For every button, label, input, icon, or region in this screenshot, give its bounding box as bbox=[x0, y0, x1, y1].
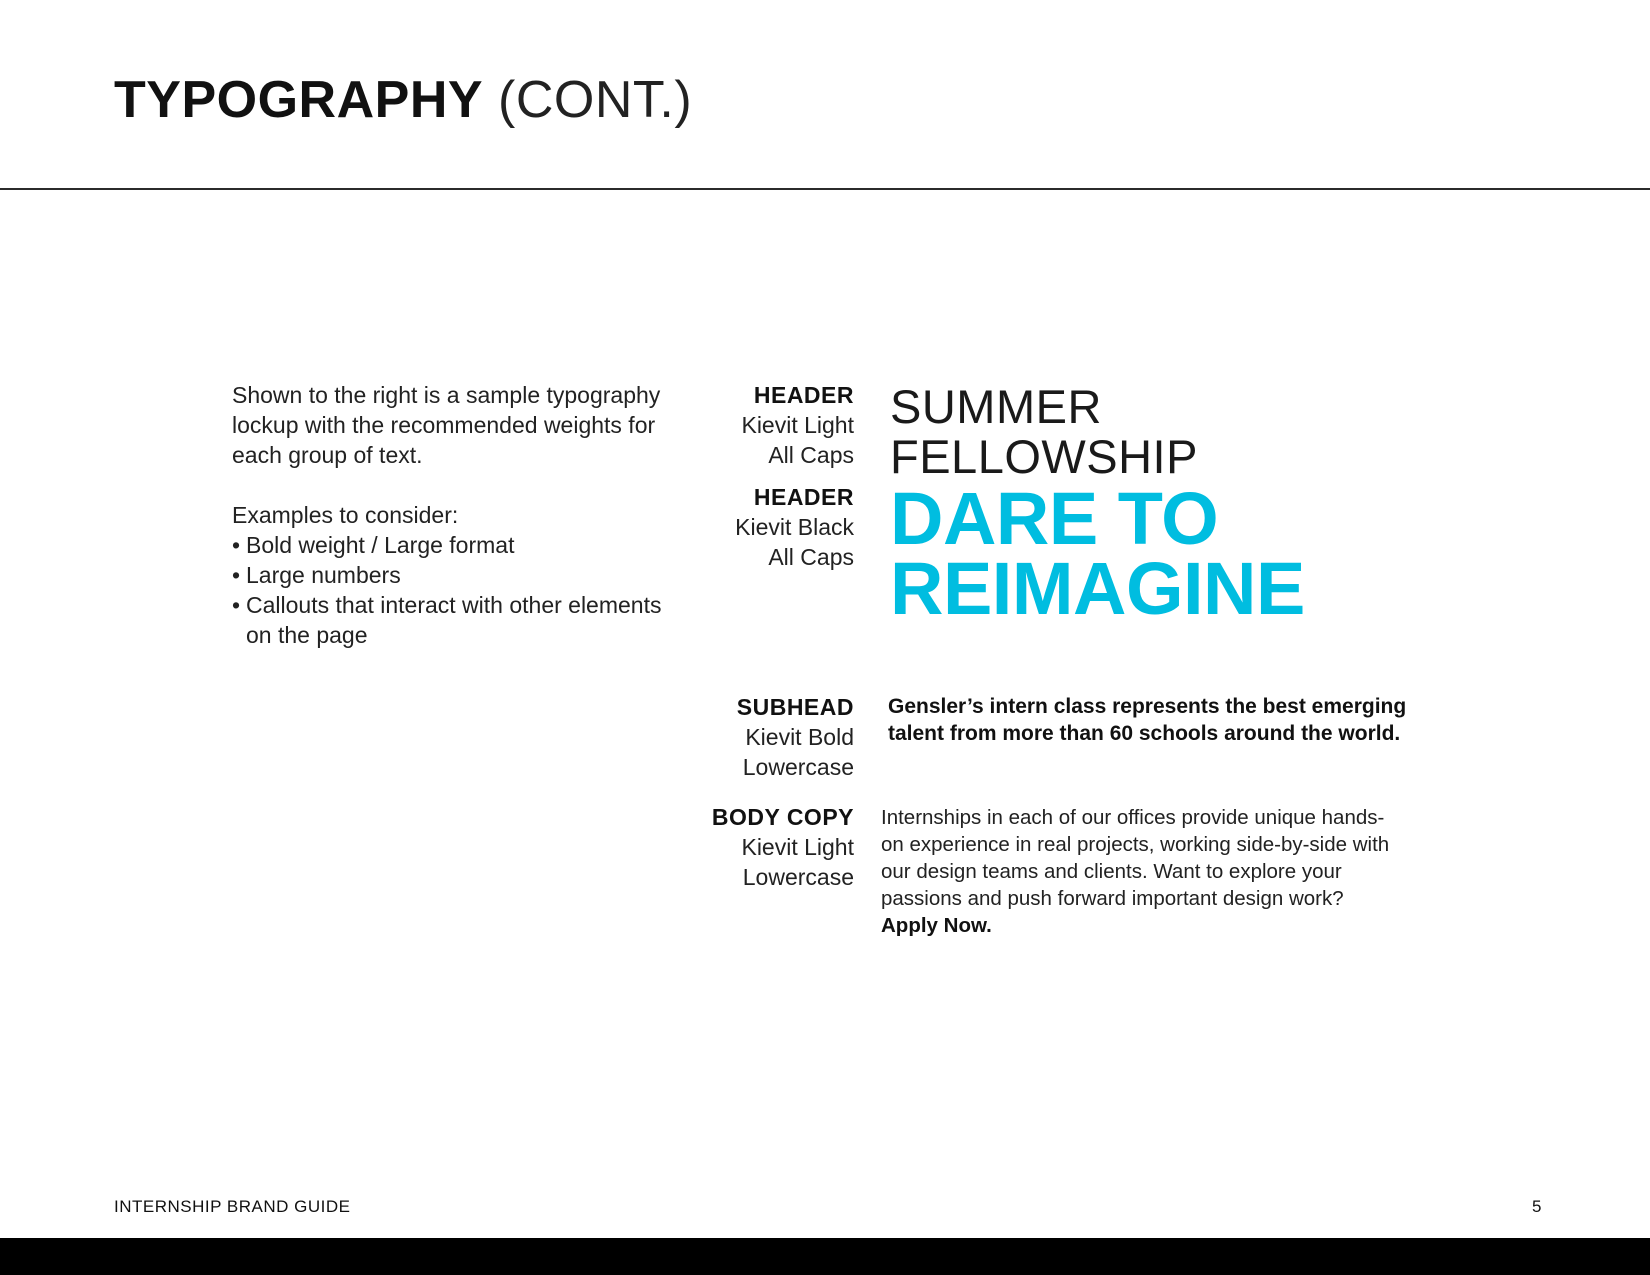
bottom-bar bbox=[0, 1238, 1650, 1275]
sample-header-black bbox=[890, 477, 1305, 630]
list-item bbox=[232, 590, 672, 650]
footer-label: INTERNSHIP BRAND GUIDE bbox=[114, 1197, 351, 1216]
body-copy-label bbox=[712, 802, 854, 892]
label-case: All Caps bbox=[768, 442, 854, 468]
header-divider bbox=[0, 188, 1650, 190]
label-case: Lowercase bbox=[742, 864, 854, 890]
label-case: All Caps bbox=[768, 544, 854, 570]
example-text: Callouts that interact with other elements on the page bbox=[246, 592, 662, 648]
page-title bbox=[114, 64, 692, 136]
sample-header-light-line: SUMMER bbox=[890, 380, 1102, 433]
sample-header-black-line: REIMAGINE bbox=[890, 547, 1305, 630]
bullet-glyph: • bbox=[232, 532, 241, 558]
page-title-bold: TYPOGRAPHY bbox=[114, 71, 484, 129]
apply-now-callout: Apply Now. bbox=[881, 914, 992, 937]
label-font: Kievit Black bbox=[735, 514, 854, 540]
label-name: BODY COPY bbox=[711, 804, 854, 830]
subhead-label bbox=[737, 692, 854, 782]
example-text: Large numbers bbox=[246, 562, 401, 588]
label-name: SUBHEAD bbox=[736, 694, 854, 720]
header-light-label bbox=[741, 380, 854, 470]
label-case: Lowercase bbox=[742, 754, 854, 780]
sample-header-light bbox=[890, 382, 1198, 482]
bullet-glyph: • bbox=[232, 562, 241, 588]
page-number: 5 bbox=[1532, 1197, 1542, 1216]
label-font: Kievit Bold bbox=[745, 724, 854, 750]
label-name: HEADER bbox=[753, 382, 854, 408]
sample-body-copy bbox=[881, 804, 1401, 939]
body-copy-text: Internships in each of our offices provide unique hands-on experience in real projects, working side-by-side with our design teams and clients. Want to explore your passions and push forward important design work? bbox=[881, 806, 1390, 910]
sample-subhead: Gensler’s intern class represents the best emerging talent from more than 60 schools around the world. bbox=[888, 695, 1407, 745]
page-title-light: (CONT.) bbox=[498, 71, 693, 129]
intro-spacer bbox=[232, 470, 672, 500]
intro-paragraph: Shown to the right is a sample typography lockup with the recommended weights for each group of text. bbox=[232, 382, 661, 468]
label-font: Kievit Light bbox=[741, 412, 854, 438]
sample-header-light-line: FELLOWSHIP bbox=[890, 430, 1198, 483]
example-text: Bold weight / Large format bbox=[246, 532, 515, 558]
label-name: HEADER bbox=[753, 484, 854, 510]
examples-list bbox=[232, 530, 672, 650]
intro-text bbox=[232, 380, 672, 650]
sample-header-black-line: DARE TO bbox=[890, 477, 1219, 560]
label-font: Kievit Light bbox=[741, 834, 854, 860]
list-item bbox=[232, 530, 672, 560]
header-black-label bbox=[735, 482, 854, 572]
examples-heading: Examples to consider: bbox=[232, 502, 459, 528]
list-item bbox=[232, 560, 672, 590]
bullet-glyph: • bbox=[232, 592, 241, 618]
